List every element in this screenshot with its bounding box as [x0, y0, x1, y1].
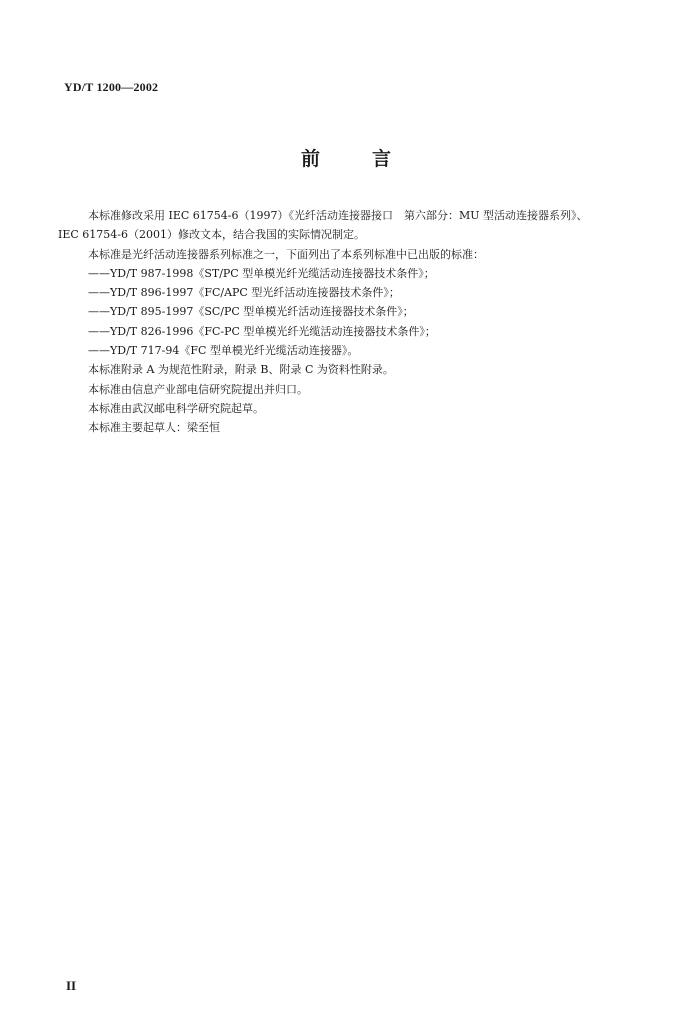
standard-list-item: ——YD/T 896-1997《FC/APC 型光纤活动连接器技术条件》； [88, 286, 400, 300]
series-intro-paragraph: 本标准是光纤活动连接器系列标准之一，下面列出了本系列标准中已出版的标准： [88, 247, 484, 261]
standard-list-item: ——YD/T 717-94《FC 型单模光纤光缆活动连接器》。 [88, 344, 359, 358]
intro-paragraph-line-2: IEC 61754-6（2001）修改文本，结合我国的实际情况制定。 [58, 228, 365, 242]
main-drafter-paragraph: 本标准主要起草人：梁至恒 [88, 421, 220, 435]
standard-list-item: ——YD/T 987-1998《ST/PC 型单模光纤光缆活动连接器技术条件》； [88, 266, 435, 280]
page-number: II [66, 978, 77, 993]
drafted-by-paragraph: 本标准由武汉邮电科学研究院起草。 [88, 401, 264, 415]
appendix-paragraph: 本标准附录 A 为规范性附录，附录 B、附录 C 为资料性附录。 [88, 363, 394, 377]
standard-list-item: ——YD/T 895-1997《SC/PC 型单模光纤活动连接器技术条件》； [88, 305, 414, 319]
standard-code-header: YD/T 1200—2002 [64, 80, 159, 94]
proposed-by-paragraph: 本标准由信息产业部电信研究院提出并归口。 [88, 382, 308, 396]
standard-list-item: ——YD/T 826-1996《FC-PC 型单模光纤光缆活动连接器技术条件》； [88, 324, 436, 338]
page-title: 前言 [300, 148, 443, 170]
foreword-body [58, 206, 676, 438]
intro-paragraph-line-1: 本标准修改采用 IEC 61754-6（1997）《光纤活动连接器接口 第六部分：MU 型活动连接器系列》、 [88, 209, 588, 222]
